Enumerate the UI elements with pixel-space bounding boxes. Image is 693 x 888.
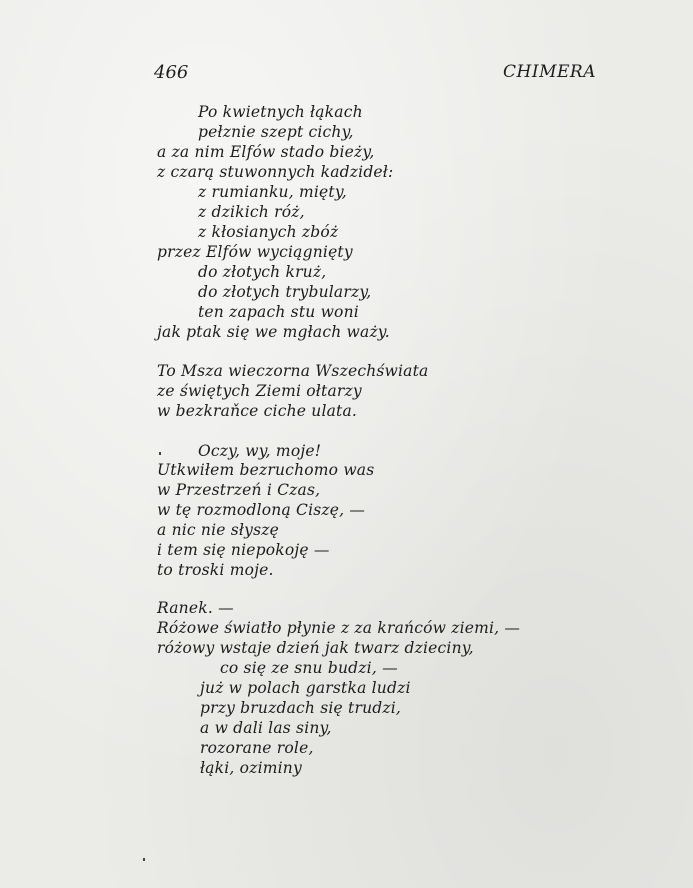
poem-line: ze świętych Ziemi ołtarzy [157,382,362,400]
poem-line: a za nim Elfów stado bieży, [157,143,375,161]
poem-line: Utkwiłem bezruchomo was [157,461,375,479]
running-head: CHIMERA [503,62,596,82]
poem-line: przez Elfów wyciągnięty [157,243,353,261]
poem-line: z dzikich róż, [198,203,305,221]
poem-line: w tę rozmodloną Ciszę, — [157,501,366,519]
poem-line: już w polach garstka ludzi [200,679,411,697]
poem-line: ten zapach stu woni [198,303,359,321]
page-number: 466 [154,62,189,83]
poem-line: Ranek. — [157,599,234,617]
poem-line: przy bruzdach się trudzi, [200,699,402,717]
poem-line: rozorane role, [200,739,314,757]
poem-line: różowy wstaje dzień jak twarz dzieciny, [157,639,474,657]
poem-line: to troski moje. [157,561,274,579]
poem-line: do złotych trybularzy, [198,283,372,301]
poem-line: z kłosianych zbóż [198,223,339,241]
ink-speck [143,858,145,861]
poem-line: w Przestrzeń i Czas, [157,481,321,499]
ink-speck [159,452,161,455]
poem-line: pełznie szept cichy, [198,123,354,141]
poem-line: i tem się niepokoję — [157,541,330,559]
poem-line: co się ze snu budzi, — [220,659,398,677]
page-header [154,62,596,88]
poem-line: z czarą stuwonnych kadzideł: [157,163,394,181]
poem-line: w bezkraňce ciche ulata. [157,402,358,420]
poem-line: a nic nie słyszę [157,521,279,539]
poem-line: Oczy, wy, moje! [198,442,322,460]
poem-line: z rumianku, mięty, [198,183,347,201]
poem-line: Po kwietnych łąkach [198,103,363,121]
poem-line: a w dali las siny, [200,719,332,737]
poem-line: jak ptak się we mgłach waży. [157,323,390,341]
poem-line: To Msza wieczorna Wszechświata [157,362,429,380]
poem-line: łąki, oziminy [200,759,302,777]
poem-line: do złotych kruż, [198,263,327,281]
poem-line: Różowe światło płynie z za krańców ziemi, — [157,619,521,637]
